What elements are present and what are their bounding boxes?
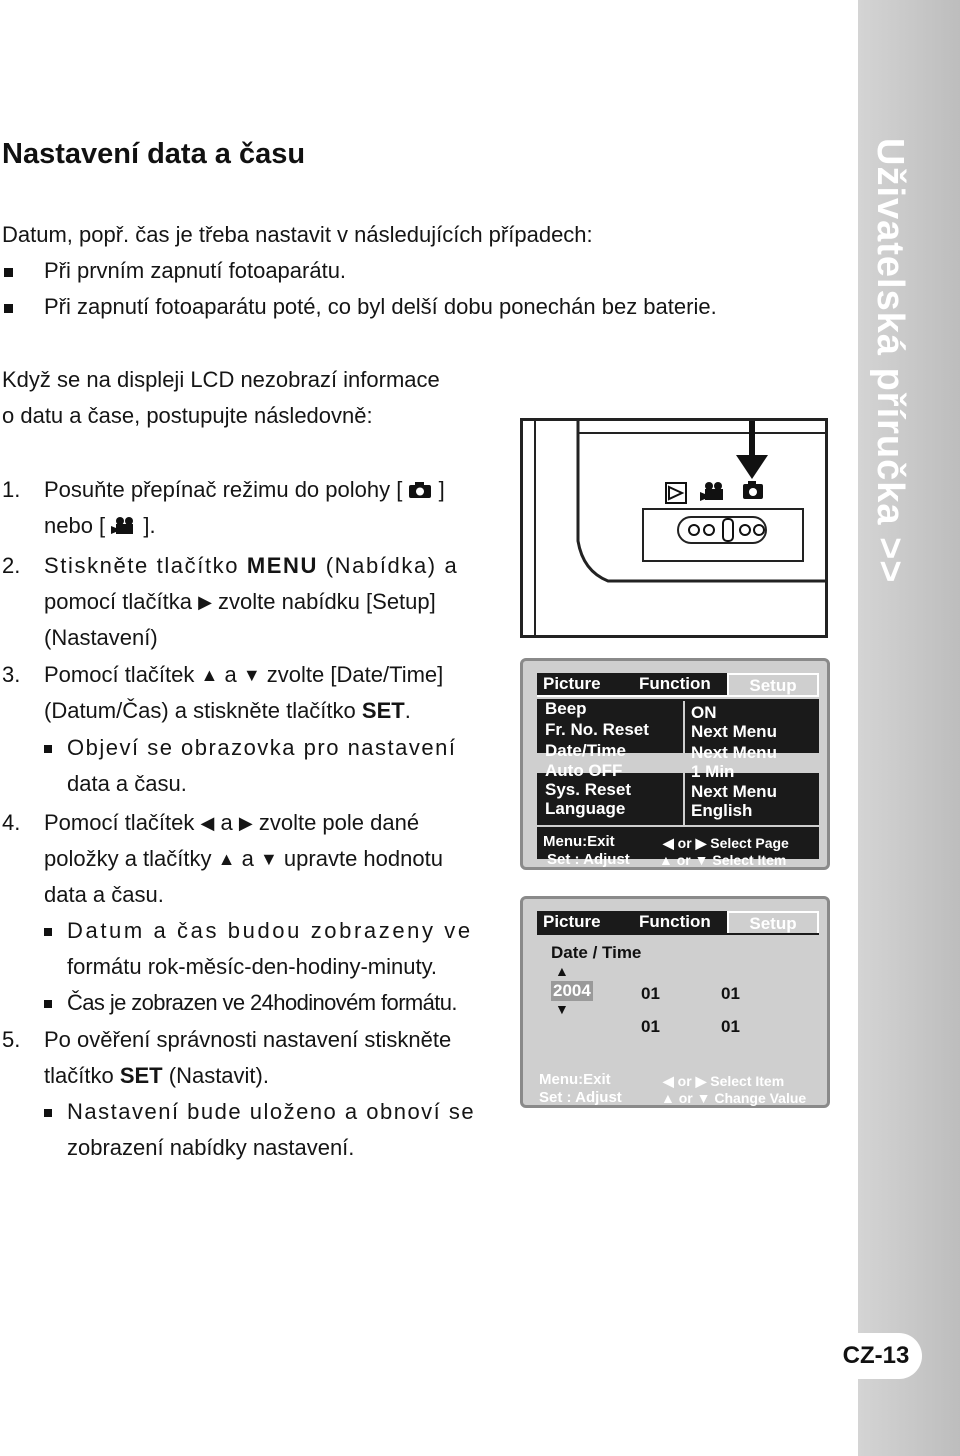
step-4-line: Pomocí tlačítek ◀ a ▶ zvolte pole dané [44, 810, 420, 835]
right-arrow-icon: ▶ [238, 813, 253, 833]
up-arrow-icon: ▲ [659, 852, 673, 868]
hour-field[interactable]: 01 [641, 1017, 660, 1036]
minute-field[interactable]: 01 [721, 1017, 740, 1036]
footer-menu-exit: Menu:Exit [539, 1071, 611, 1088]
menu-item-frame-reset[interactable]: Fr. No. Reset [545, 720, 649, 739]
menu-item-sys-reset[interactable]: Sys. Reset [545, 780, 631, 799]
footer-item-hint: ▲ or ▼ Select Item [659, 852, 787, 868]
page-number: CZ-13 [830, 1333, 922, 1379]
menu-value: ON [691, 703, 717, 722]
divider [537, 825, 819, 827]
step-5-line: Po ověření správnosti nastavení stiskněte [44, 1027, 452, 1052]
footer-page-hint: ◀ or ▶ Select Page [663, 835, 789, 851]
menu-item-auto-off[interactable]: Auto OFF [545, 761, 623, 780]
down-arrow-icon: ▼ [242, 665, 261, 685]
month-field[interactable]: 01 [641, 984, 660, 1003]
right-arrow-icon: ▶ [198, 592, 212, 612]
menu-item-language[interactable]: Language [545, 799, 626, 818]
menu-value: English [691, 801, 753, 820]
menu-value: Next Menu [691, 743, 777, 762]
down-arrow-icon: ▼ [555, 1001, 569, 1017]
video-icon [111, 516, 137, 536]
bullet-icon [44, 928, 52, 936]
divider [683, 701, 685, 825]
step-2-line: pomocí tlačítka ▶ zvolte nabídku [Setup] [44, 589, 436, 614]
step-5-line: tlačítko SET (Nastavit). [44, 1063, 269, 1088]
down-arrow-icon: ▼ [696, 1090, 711, 1106]
step-number: 4. [2, 810, 21, 835]
camera-icon [408, 481, 432, 499]
bullet-icon [44, 1109, 52, 1117]
left-arrow-icon: ◀ [200, 813, 215, 833]
step-4-sub: formátu rok-měsíc-den-hodiny-minuty. [67, 954, 438, 979]
step-3-line: Pomocí tlačítek ▲ a ▼ zvolte [Date/Time] [44, 662, 444, 687]
tab-picture[interactable]: Picture [537, 673, 631, 695]
tab-setup[interactable]: Setup [727, 911, 819, 933]
left-arrow-icon: ◀ [663, 1073, 674, 1089]
bullet-icon [44, 745, 52, 753]
step-4-line: položky a tlačítky ▲ a ▼ upravte hodnotu [44, 846, 443, 871]
up-arrow-icon: ▲ [555, 963, 569, 979]
footer-set-adjust: Set : Adjust [539, 1089, 622, 1106]
menu-item-beep[interactable]: Beep [545, 699, 587, 718]
footer-set-adjust: Set : Adjust [547, 851, 630, 868]
step-2-line: (Nastavení) [44, 625, 158, 650]
step-4-sub: Datum a čas budou zobrazeny ve [44, 918, 52, 944]
step-4-sub: Čas je zobrazen ve 24hodinovém formátu. [44, 990, 52, 1016]
menu-item-date-time[interactable]: Date/Time [545, 741, 626, 760]
step-3-sub: Objeví se obrazovka pro nastavení [44, 735, 52, 761]
right-arrow-icon: ▶ [695, 835, 707, 851]
tab-function[interactable]: Function [633, 911, 725, 933]
left-arrow-icon: ◀ [663, 835, 674, 851]
menu-value: Next Menu [691, 722, 777, 741]
day-field[interactable]: 01 [721, 984, 740, 1003]
step-1-line: nebo [ ]. [44, 513, 156, 538]
menu-value: 1 Min [691, 762, 735, 781]
lcd-date-time [520, 896, 830, 1108]
step-3-sub: data a času. [67, 771, 187, 796]
step-number: 1. [2, 477, 21, 502]
tab-picture[interactable]: Picture [537, 911, 631, 933]
lcd-setup-menu [520, 658, 830, 870]
case-item: Při prvním zapnutí fotoaparátu. [4, 258, 13, 284]
footer-item-hint: ◀ or ▶ Select Item [663, 1073, 785, 1089]
footer-menu-exit: Menu:Exit [543, 833, 615, 850]
step-2-line: Stiskněte tlačítko MENU (Nabídka) a [44, 553, 459, 578]
lead-text: Když se na displeji LCD nezobrazí informace [2, 367, 440, 392]
page-title: Nastavení data a času [2, 138, 306, 170]
bullet-icon [4, 268, 13, 277]
year-field[interactable]: 2004 [553, 981, 591, 1000]
right-arrow-icon: ▶ [695, 1073, 707, 1089]
up-arrow-icon: ▲ [661, 1090, 675, 1106]
sidebar-title: Uživatelská příručka >> [869, 138, 911, 584]
step-3-line: (Datum/Čas) a stiskněte tlačítko SET. [44, 698, 411, 723]
tab-setup[interactable]: Setup [727, 673, 819, 695]
step-5-sub: zobrazení nabídky nastavení. [67, 1135, 355, 1160]
up-arrow-icon: ▲ [217, 849, 236, 869]
camera-dial-illustration [520, 418, 828, 638]
case-item: Při zapnutí fotoaparátu poté, co byl delší dobu ponechán bez baterie. [4, 294, 13, 320]
menu-value: Next Menu [691, 782, 777, 801]
lead-text: o datu a čase, postupujte následovně: [2, 403, 373, 428]
step-number: 3. [2, 662, 21, 687]
step-number: 5. [2, 1027, 21, 1052]
up-arrow-icon: ▲ [200, 665, 219, 685]
intro-text: Datum, popř. čas je třeba nastavit v následujících případech: [2, 222, 593, 247]
bullet-icon [44, 1000, 52, 1008]
mode-switch-drawing [523, 421, 825, 635]
step-4-line: data a času. [44, 882, 164, 907]
bullet-icon [4, 304, 13, 313]
step-1-line: Posuňte přepínač režimu do polohy [ ] [44, 477, 445, 502]
tab-function[interactable]: Function [633, 673, 725, 695]
step-5-sub: Nastavení bude uloženo a obnoví se [44, 1099, 52, 1125]
down-arrow-icon: ▼ [694, 852, 709, 868]
down-arrow-icon: ▼ [259, 849, 278, 869]
step-number: 2. [2, 553, 21, 578]
footer-value-hint: ▲ or ▼ Change Value [661, 1090, 807, 1106]
date-time-heading: Date / Time [551, 943, 642, 962]
